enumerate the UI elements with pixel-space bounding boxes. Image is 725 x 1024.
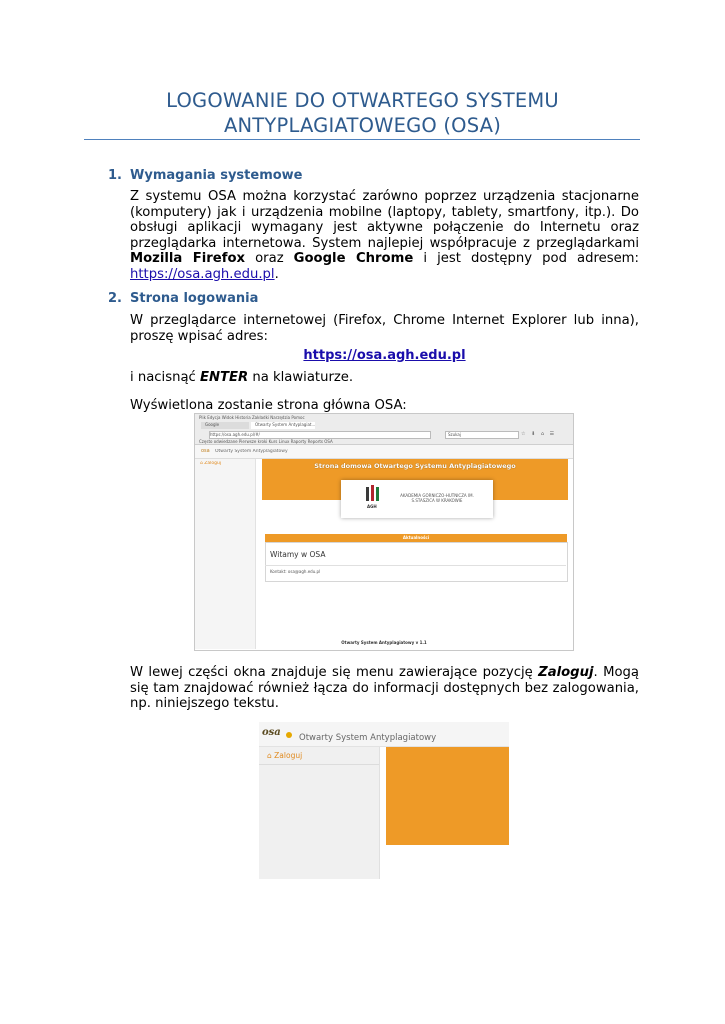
- browser-menu-bar: Plik Edycja Widok Historia Zakładki Narzędzia Pomoc: [199, 415, 305, 420]
- orange-banner-zoomed: [386, 747, 509, 845]
- app-footer: Otwarty System Antyplagiatowy v 1.1: [341, 640, 427, 645]
- browser-tab-google[interactable]: Google: [201, 422, 249, 429]
- firefox-label: Mozilla Firefox: [130, 251, 246, 266]
- doc-title-line1: LOGOWANIE DO OTWARTEGO SYSTEMU: [166, 89, 559, 112]
- home-icon: ⌂: [267, 751, 272, 760]
- agh-logo-bar3: [376, 487, 379, 501]
- browser-tab-osa[interactable]: Otwarty System Antyplagiat...: [251, 422, 315, 429]
- app-sidebar-zoomed: [259, 747, 380, 879]
- agh-logo-label: AGH: [367, 504, 377, 509]
- osa-logo-small: osa: [201, 448, 210, 454]
- osa-logo: osa: [262, 727, 281, 738]
- browser-address-bar[interactable]: https://osa.agh.edu.pl/#/: [209, 431, 431, 439]
- section1-paragraph: Z systemu OSA można korzystać zarówno poprzez urządzenia stacjonarne (komputery) jak i urządzenia mobilne (laptopy, tablety, smartfony, itp.). Do obsługi aplikacji wymagany jest aktywne połączenie do Internetu oraz przeglądarka internetowa. System najlepiej współpracuje z przeglądarkami Mozilla Firefox oraz Google Chrome i jest dostępny pod adresem: https://osa.agh.edu.pl.: [130, 189, 639, 282]
- agh-name-line1: AKADEMIA GÓRNICZO-HUTNICZA IM.: [400, 493, 474, 498]
- app-title-zoomed: Otwarty System Antyplagiatowy: [299, 733, 437, 743]
- sidebar-login-item[interactable]: ⌂ Zaloguj: [267, 751, 303, 760]
- zaloguj-label: Zaloguj: [538, 665, 594, 680]
- section2-paragraph1: W przeglądarce internetowej (Firefox, Chrome Internet Explorer lub inna), proszę wpisać adres:: [130, 313, 639, 344]
- sidebar-divider: [259, 764, 379, 765]
- osa-url-link-1[interactable]: https://osa.agh.edu.pl: [130, 266, 275, 282]
- welcome-panel: [265, 542, 568, 582]
- section2-paragraph3: Wyświetlona zostanie strona główna OSA:: [130, 398, 407, 413]
- agh-logo-bar2: [371, 485, 374, 501]
- chrome-label: Google Chrome: [293, 251, 414, 266]
- app-title-small: Otwarty System Antyplagiatowy: [215, 449, 288, 454]
- enter-key-label: ENTER: [199, 370, 249, 385]
- contact-text: Kontakt: osa@agh.edu.pl: [270, 569, 321, 574]
- section2-heading: Strona logowania: [130, 291, 259, 306]
- agh-name-line2: S.STASZICA W KRAKOWIE: [411, 498, 463, 503]
- welcome-heading: Witamy w OSA: [270, 550, 326, 559]
- section2-number: 2.: [108, 291, 122, 306]
- section1-number: 1.: [108, 168, 122, 183]
- sidebar-login-small[interactable]: ⌂ Zaloguj: [200, 461, 222, 466]
- agh-logo-bar1: [366, 487, 369, 501]
- section2-paragraph2: i nacisnąć ENTER na klawiaturze.: [130, 370, 354, 385]
- sidebar-screenshot: [259, 722, 509, 879]
- welcome-divider: [265, 565, 566, 566]
- section1-heading: Wymagania systemowe: [130, 168, 303, 183]
- osa-url-link-2[interactable]: https://osa.agh.edu.pl: [303, 348, 466, 363]
- app-sidebar: [195, 459, 256, 649]
- title-divider: [84, 139, 640, 140]
- doc-title-line2: ANTYPLAGIATOWEGO (OSA): [223, 114, 502, 137]
- home-banner-title: Strona domowa Otwartego Systemu Antyplagiatowego: [314, 462, 516, 470]
- news-bar-label: Aktualności: [402, 535, 430, 540]
- browser-bookmarks-bar: Często odwiedzane Pierwsze kroki Kurs Linux Raporty Reports OSA: [199, 439, 333, 444]
- osa-logo-dot: [286, 732, 292, 738]
- browser-toolbar-icons: ☆ ⬇ ⌂ ☰: [521, 431, 557, 437]
- browser-search-box[interactable]: Szukaj: [445, 431, 519, 439]
- browser-screenshot: [194, 413, 574, 651]
- section2-paragraph4: W lewej części okna znajduje się menu zawierające pozycję Zaloguj. Mogą się tam znajdować również łącza do informacji dostępnych bez zalogowania, np. niniejszego tekstu.: [130, 665, 639, 711]
